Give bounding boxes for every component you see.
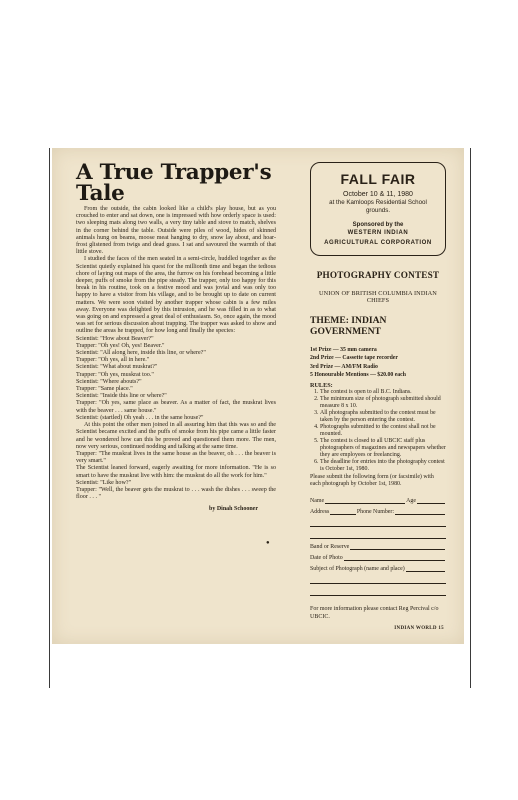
magazine-page bbox=[52, 148, 464, 644]
rule-item: 5. The contest is closed to all UBCIC staff plus photographers of magazines and newspapers whether they are employees or freelancing. bbox=[320, 438, 446, 459]
prize-item: 5 Honourable Mentions — $20.00 each bbox=[310, 371, 406, 378]
page-footer: INDIAN WORLD 15 bbox=[394, 626, 444, 631]
subject-field-line[interactable] bbox=[406, 565, 445, 572]
contact-info: For more information please contact Reg Percival c/o UBCIC. bbox=[310, 606, 439, 621]
dialogue-line: Scientist: "Where abouts?" bbox=[76, 378, 142, 385]
prize-item: 1st Prize — 35 mm camera bbox=[310, 347, 377, 353]
dialogue-line: Scientist: "All along here, inside this line, or where?" bbox=[76, 350, 206, 357]
fall-fair-box bbox=[310, 162, 446, 256]
band-label: Band or Reserve bbox=[310, 544, 350, 551]
dialogue-line: Trapper: "The muskrat lives in the same house as the beaver, oh . . . the beaver is very smart." bbox=[76, 450, 276, 465]
article-paragraph: At this point the other men joined in all assuring him that this was so and the Scientist became excited and the puffs of smoke from his pipe came a little faster and he wondered how can this be proved and questioned them more. The men, now very serious, continued nodding and talking at the same time. bbox=[76, 422, 276, 450]
subject-extra-line[interactable] bbox=[310, 572, 446, 584]
form-row-subject bbox=[310, 561, 446, 572]
contest-theme: THEME: INDIAN GOVERNMENT bbox=[310, 315, 387, 337]
submit-instructions: Please submit the following form (or facsimile) with each photograph by October 1st, 1980. bbox=[310, 474, 434, 488]
dialogue-line: Trapper: "Oh yes! Oh, yes! Beaver." bbox=[76, 342, 165, 349]
subject-extra-line[interactable] bbox=[310, 584, 446, 596]
dialogue-line: Scientist: "Inside this line or where?" bbox=[76, 393, 167, 400]
rule-item: 1. The contest is open to all B.C. Indians. bbox=[320, 389, 446, 396]
name-field-line[interactable] bbox=[325, 497, 405, 504]
contest-organizer: UNION OF BRITISH COLUMBIA INDIAN CHIEFS bbox=[319, 290, 437, 304]
rules-heading: RULES: bbox=[310, 382, 333, 390]
dialogue-line: Trapper: "Oh yes, muskrat too." bbox=[76, 371, 154, 378]
contest-title: PHOTOGRAPHY CONTEST bbox=[316, 270, 440, 280]
dialogue-line: Scientist: "How about Beaver?" bbox=[76, 335, 154, 342]
article-body bbox=[76, 206, 276, 501]
left-border-line bbox=[49, 148, 50, 688]
phone-label: Phone Number: bbox=[356, 509, 394, 516]
end-mark: ● bbox=[266, 540, 270, 546]
address-extra-line[interactable] bbox=[310, 527, 446, 539]
rules-list bbox=[310, 389, 446, 473]
rule-item: 4. Photographs submitted to the contest shall not be mounted. bbox=[320, 424, 446, 438]
rule-item: 3. All photographs submitted to the contest must be taken by the person entering the contest. bbox=[320, 410, 446, 424]
address-field-line[interactable] bbox=[330, 508, 356, 515]
fair-sponsor-label: Sponsored by the bbox=[352, 222, 404, 228]
date-field-line[interactable] bbox=[344, 554, 445, 561]
subject-label: Subject of Photograph (name and place) bbox=[310, 566, 405, 573]
article-paragraph: The Scientist leaned forward, eagerly awaiting for more information. "He is so smart to have the muskrat live with him: the muskrat do all the work for him." bbox=[76, 465, 276, 479]
article-paragraph: From the outside, the cabin looked like a child's play house, but as you crouched to enter and sat down, one is impressed with how orderly space is used: two sleeping mats along two walls, a very tiny table and stove to match, shelves in the corner behind the table. Outside were piles of wood, hides of skinned animals hung on beams, moose meat hanging to dry, snow lay about, and hoar-frost glistened from twigs and dead grass. I sat and savoured the warmth of that little stove. bbox=[76, 206, 276, 256]
article-column bbox=[76, 162, 276, 512]
prize-item: 2nd Prize — Cassette tape recorder bbox=[310, 355, 398, 362]
fair-location: at the Kamloops Residential School grounds. bbox=[329, 199, 427, 214]
prize-item: 3rd Prize — AM/FM Radio bbox=[310, 363, 378, 370]
form-row-band bbox=[310, 539, 446, 550]
dialogue-line: Trapper: "Same place." bbox=[76, 386, 133, 393]
dialogue-line: Trapper: "Oh yes, all in here." bbox=[76, 357, 150, 364]
rule-item: 2. The minimum size of photograph submitted should measure 8 x 10. bbox=[320, 396, 446, 410]
phone-field-line[interactable] bbox=[395, 508, 445, 515]
address-extra-line[interactable] bbox=[310, 515, 446, 527]
right-border-line bbox=[470, 148, 471, 688]
age-label: Age bbox=[406, 498, 416, 505]
fair-dates: October 10 & 11, 1980 bbox=[343, 191, 413, 198]
article-title: A True Trapper's Tale bbox=[76, 160, 272, 206]
name-label: Name bbox=[310, 498, 325, 505]
dialogue-line: Scientist: (startled) Oh yeah . . . in the same house?" bbox=[76, 414, 204, 421]
dialogue-line: Scientist: "Like how?" bbox=[76, 479, 132, 486]
form-row-address bbox=[310, 504, 446, 515]
article-paragraph: I studied the faces of the men seated in a semi-circle, huddled together as the Scientist quietly explained his quest for the millionth time and began the tedious chore of laying out maps of the area, the furrow on his forehead becoming a little deeper, puffs of smoke from the pipe steady. The trapper, only too happy for this break in his routine, took on a festive mood and was jovial and was only too happy to have a visitor from his village, and to be brought up to date on current matters. We were soon visited by another trapper whose cabin is a few miles away. Everyone was delighted by this intrusion, and he was filled in as to what was going on and expressed a great deal of enthusiasm. So, once again, the mood was set for serious discussion about trapping. The trapper was asked to show and outline the areas he trapped, for how long and finally the species: bbox=[76, 256, 276, 335]
band-field-line[interactable] bbox=[350, 543, 445, 550]
dialogue-line: Trapper: "Well, the beaver gets the muskrat to . . . wash the dishes . . . sweep the floor . . . " bbox=[76, 486, 276, 501]
fair-sponsor-line-1: WESTERN INDIAN bbox=[347, 230, 409, 236]
dialogue-line: Trapper: "Oh yes, same place as beaver. As a matter of fact, the muskrat lives with the beaver . . . same house." bbox=[76, 400, 276, 414]
prize-list bbox=[310, 346, 446, 379]
form-row-name bbox=[310, 493, 446, 504]
date-label: Date of Photo bbox=[310, 555, 343, 562]
byline: by Dinah Schooner bbox=[208, 506, 258, 513]
age-field-line[interactable] bbox=[417, 497, 445, 504]
contest-column bbox=[266, 162, 446, 621]
fair-title: FALL FAIR bbox=[340, 171, 416, 187]
entry-form bbox=[310, 493, 446, 596]
form-row-date bbox=[310, 550, 446, 561]
rule-item: 6. The deadline for entries into the photography contest is October 1st, 1980. bbox=[320, 459, 446, 473]
dialogue-line: Scientist: "What about muskrat?" bbox=[76, 364, 158, 371]
address-label: Address bbox=[310, 509, 330, 516]
fair-sponsor-line-2: AGRICULTURAL CORPORATION bbox=[324, 240, 432, 246]
